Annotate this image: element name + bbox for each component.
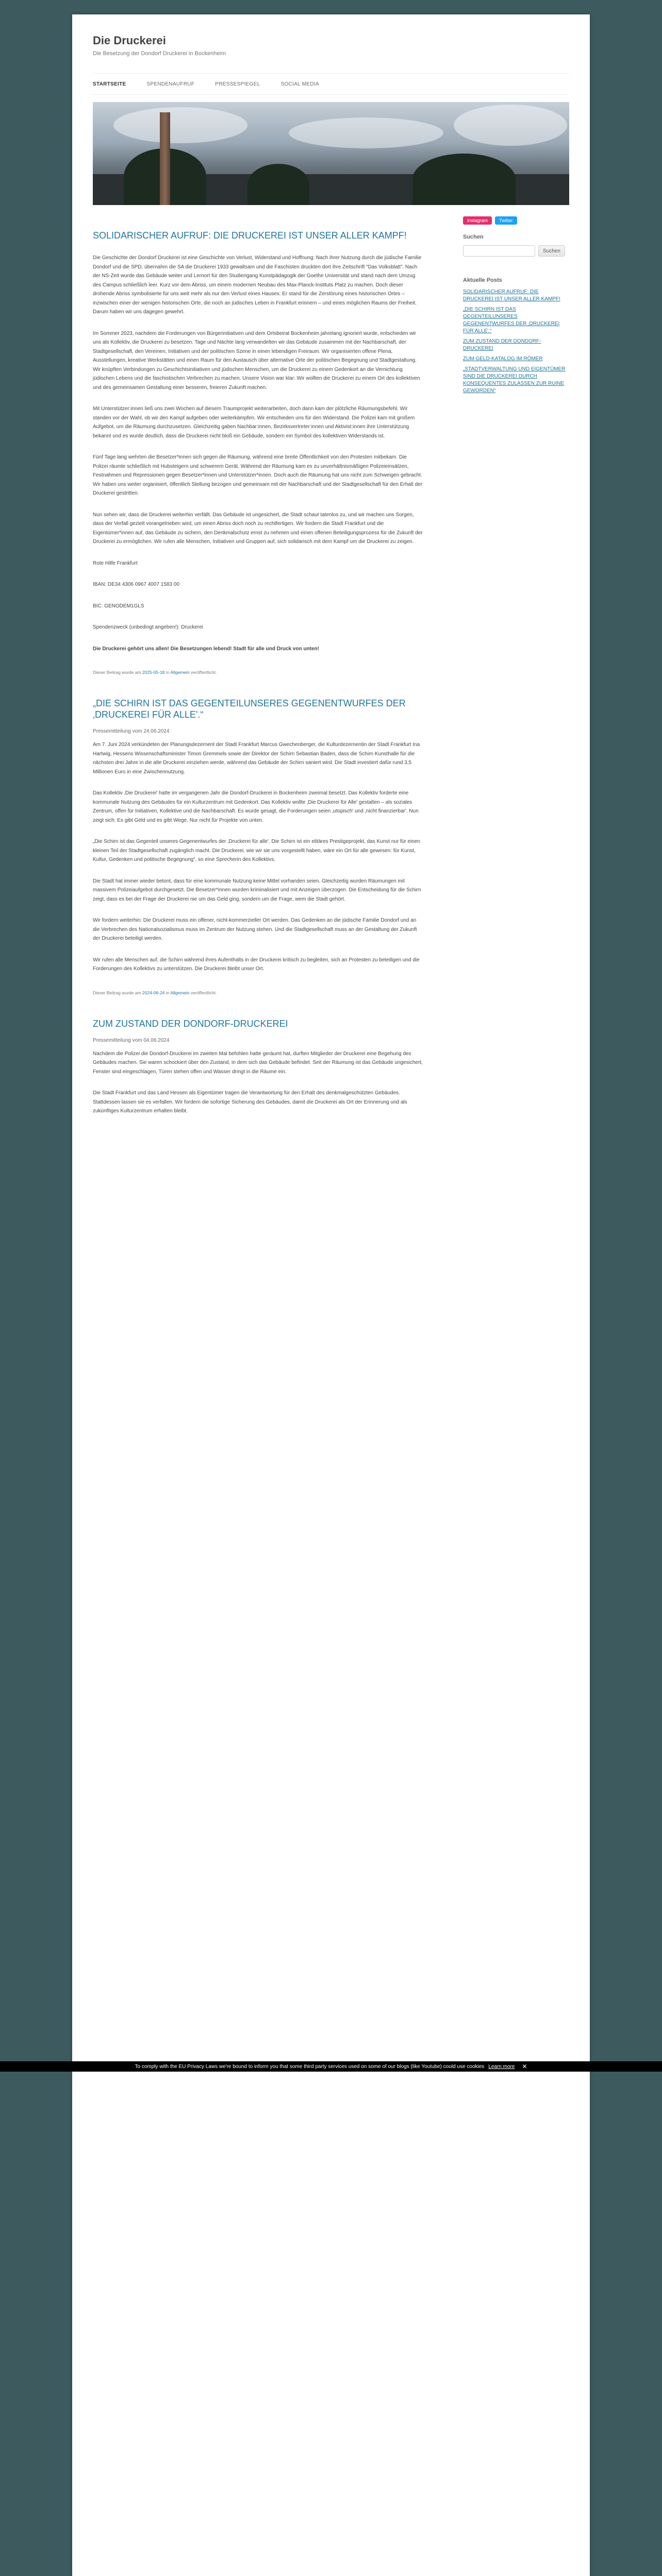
close-icon[interactable]: ✕ bbox=[522, 2063, 527, 2070]
cookie-learn-more-link[interactable]: Learn more bbox=[488, 2063, 515, 2070]
post-paragraph: Die Geschichte der Dondorf Druckerei ist eine Geschichte von Verlust, Widerstand und Hoffnung: Nach ihrer Nutzung durch die jüdische Familie Dondorf und die SPD, übernahm die SA die Druckerei 1933 gewaltsam und die Faschisten druckten dort ihre Zeitschrift “Das Volksblatt”. Nach der NS-Zeit wurde das Gebäude weiter und Lernort für den Studiengang Kunstpädagogik der Goethe Universität und stand nach dem Umzug des Campus schließlich leer. Kurz vor dem Abriss, um einem modernen Neubau des Max-Planck-Instituts Platz zu machen. Doch dieser drohende Abriss symbolisierte für uns weit mehr als nur den Verlust eines Hauses: Er stand für die Zerstörung eines historischen Ortes – inzwischen einer der wenigen historischen Orte, die noch an jüdisches Leben in Frankfurt erinnern – und eines möglichen Raums der Freiheit. Darum haben wir uns dagegen gewehrt. bbox=[93, 255, 422, 315]
site-container bbox=[72, 14, 590, 2576]
post-paragraph: Wir rufen alle Menschen auf, die Schirn während ihres Aufenthalts in der Druckerei kritisch zu begleiten, sich an Protesten zu beteiligen und die Forderungen des Kollektivs zu unterstützen. Die Druckerei bleibt unser Ort. bbox=[93, 957, 420, 972]
cookie-banner bbox=[0, 2061, 662, 2072]
instagram-button[interactable]: Instagram bbox=[463, 216, 492, 225]
recent-post-link[interactable]: „DIE SCHIRN IST DAS GEGENTEILUNSERES GEGENENTWURFES DER ‚DRUCKEREI FÜR ALLE'.“ bbox=[463, 307, 560, 334]
post-slogan: Die Druckerei gehört uns allen! Die Besetzungen lebend! Stadt für alle und Druck von unten! bbox=[93, 646, 319, 652]
post-title[interactable]: SOLIDARISCHER AUFRUF: DIE DRUCKEREI IST UNSER ALLER KAMPF! bbox=[93, 230, 407, 241]
post-meta: Dieser Beitrag wurde am 2025-05-18 in Allgemein veröffentlicht. bbox=[93, 670, 217, 675]
post-paragraph: „Die Schirn ist das Gegenteil unseres Gegenentwurfes der ‚Druckerei für alle'. Die Schirn ist ein elitäres Prestigeprojekt, das Kunst nur für einen kleinen Teil der Stadtgesellschaft zugänglich macht. Die Druckerei, wie wir sie uns vorgestellt haben, wäre ein Ort für alle gewesen: für Kunst, Kultur, Gedenken und politische Begegnung“, so eine Sprecherin des Kollektivs. bbox=[93, 839, 420, 862]
post-paragraph: Die Stadt hat immer wieder betont, dass für eine kommunale Nutzung keine Mittel vorhanden seien. Gleichzeitig wurden Räumungen mit massivem Polizeiaufgebot durchgesetzt. Die Besetzer*innen wurden kriminalisiert und mit Anzeigen überzogen. Die Entscheidung für die Schirn zeigt, dass es bei der Frage der Druckerei nie um das Geld ging, sondern um die Frage, wem die Stadt gehört. bbox=[93, 878, 421, 902]
chimney-illustration bbox=[160, 112, 170, 205]
nav-item-pressespiegel[interactable]: PRESSESPIEGEL bbox=[215, 81, 260, 87]
post-paragraph: Am 7. Juni 2024 verkündeten der Planungsdezernent der Stadt Frankfurt Marcus Gwechenberger, die Kulturdezernentin der Stadt Frankfurt Ina Hartwig, Hessens Wissenschaftsminister Timon Gremmels sowie der Direktor der Schirn Sebastian Baden, dass die Schirn Kunsthalle für die nächsten drei Jahre in die alte Druckerei einziehen werde, während das Gebäude der Schirn saniert wird. Die Stadt investiert dafür rund 3,5 Millionen Euro in eine Zwischennutzung. bbox=[93, 742, 420, 775]
post-paragraph: Im Sommer 2023, nachdem die Forderungen von Bürgerinitiativen und dem Ortsbeirat Bockenheim jahrelang ignoriert wurde, entschieden wir uns als Kollektiv, die Druckerei zu besetzen. Tage und Nächte lang verwandelten wir das Gebäude zusammen mit der Nachbarschaft, der Stadtgesellschaft, den Vereinen, Initiativen und der politischen Szene in einen lebendigen Freiraum. Wir organisierten offene Plena, Ausstellungen, kreative Werkstätten und einen Raum für den Austausch über alternative Orte der politischen Begegnung und Stadtgestaltung. Wir knüpften Verbindungen zu Geschichtsinitiativen und jüdischen Menschen, um die Druckerei zu einem Gedenkort an die Vernichtung jüdischen Lebens und die faschistischen Verbrechen zu machen. Unsere Vision war klar: Wir wollten die Druckerei zu einem Ort des kollektiven und des gemeinsamen Gestaltung einer besseren, freieren Zukunft machen. bbox=[93, 330, 420, 391]
post-category-link[interactable]: Allgemein bbox=[170, 670, 190, 675]
post-title[interactable]: „DIE SCHIRN IST DAS GEGENTEILUNSERES GEGENENTWURFES DER ‚DRUCKEREI FÜR ALLE'.“ bbox=[93, 698, 406, 720]
post-paragraph: Fünf Tage lang wehrten die Besetzer*innen sich gegen die Räumung, während eine breite Öffentlichkeit von den Protesten mitbekam. Die Polizei räumte schließlich mit Hubsteigern und schwerem Gerät. Während der Räumung kam es zu unverhältnismäßigen Polizeieinsätzen, Festnahmen und Repressionen gegen Besetzer*innen und Unterstützer*innen. Doch auch die Räumung hat uns nicht zum Schweigen gebracht. Wir haben uns weiter organisiert, öffentlich Stellung bezogen und gemeinsam mit der Nachbarschaft und der Stadtgesellschaft für den Erhalt der Druckerei gestritten. bbox=[93, 454, 423, 496]
cookie-text: To comply with the EU Privacy Laws we're bound to inform you that some third party services used on some of our blogs (like Youtube) could use cookies bbox=[135, 2063, 485, 2070]
site-header bbox=[72, 14, 590, 57]
main-content bbox=[93, 230, 423, 1128]
nav-item-startseite[interactable]: STARTSEITE bbox=[93, 81, 126, 87]
post bbox=[93, 1018, 423, 1116]
nav-item-social-media[interactable]: SOCIAL MEDIA bbox=[280, 81, 319, 87]
recent-post-link[interactable]: ZUM ZUSTAND DER DONDORF-DRUCKEREI bbox=[463, 338, 541, 351]
search-widget-title: Suchen bbox=[463, 234, 484, 240]
post bbox=[93, 230, 423, 675]
post-press-date: Pressemitteilung vom 24.06.2024 bbox=[93, 728, 170, 734]
post-title[interactable]: ZUM ZUSTAND DER DONDORF-DRUCKEREI bbox=[93, 1018, 288, 1029]
post-paragraph: Nun sehen wir, dass die Druckerei weiterhin verfällt. Das Gebäude ist ungesichert, die Stadt schaut tatenlos zu, und wir machen uns Sorgen, dass der Verfall gezielt vorangetrieben wird, um einen Abriss doch noch zu rechtfertigen. Wir fordern die Stadt Frankfurt und die Eigentümer*innen auf, das Gebäude zu sichern, den Denkmalschutz ernst zu nehmen und einen offenen Beteiligungsprozess für die Zukunft der Druckerei zu ermöglichen. Wir rufen alle Menschen, Initiativen und Gruppen auf, sich solidarisch mit dem Kampf um die Druckerei zu zeigen. bbox=[93, 512, 423, 545]
post-paragraph: Das Kollektiv ‚Die Druckerei' hatte im vergangenen Jahr die Dondorf-Druckerei in Bockenheim zweimal besetzt. Das Kollektiv forderte eine kommunale Nutzung des Gebäudes für ein Kulturzentrum mit Gedenkort. Das Kollektiv wollte ‚Die Druckerei für Alle' gestalten – als soziales Zentrum, offen für Initiativen, Kollektive und die Nachbarschaft. Es wurde gesagt, die Forderungen seien ‚utopisch' und ‚nicht finanzierbar'. Nun zeigt sich: Es gibt Geld und es gibt Wege. Nur nicht für Projekte von unten. bbox=[93, 790, 419, 823]
post-meta: Dieser Beitrag wurde am 2024-06-24 in Allgemein veröffentlicht. bbox=[93, 990, 217, 995]
post-category-link[interactable]: Allgemein bbox=[170, 990, 190, 995]
post-paragraph: Wir fordern weiterhin: Die Druckerei muss ein offener, nicht-kommerzieller Ort werden. Das Gedenken an die jüdische Familie Dondorf und an die Verbrechen des Nationalsozialismus muss im Zentrum der Nutzung stehen. Und die Stadtgesellschaft muss an der Gestaltung der Zukunft der Druckerei beteiligt werden. bbox=[93, 918, 417, 941]
site-description: Die Besetzung der Dondorf Druckerei in Bockenheim bbox=[93, 50, 226, 57]
post-date-link[interactable]: 2024-06-24 bbox=[142, 990, 165, 995]
recent-posts-title: Aktuelle Posts bbox=[463, 277, 502, 283]
donation-bic: BIC: GENODEM1GLS bbox=[93, 603, 144, 609]
recent-post-link[interactable]: ZUM GELD-KATALOG IM RÖMER bbox=[463, 356, 543, 362]
donation-recipient: Rote Hilfe Frankfurt bbox=[93, 560, 138, 566]
recent-post-link[interactable]: SOLIDARISCHER AUFRUF: DIE DRUCKEREI IST UNSER ALLER KAMPF! bbox=[463, 289, 560, 302]
post-paragraph: Nachdem die Polizei die Dondorf-Druckerei im zweiten Mal befohlen hatte geräumt hat, durften Mitglieder der Druckerei eine Begehung des Gebäudes machen. Sie waren schockiert über den Zustand, in dem sich das Gebäude befindet. Seit der Räumung ist das Gebäude ungesichert, Fenster sind eingeschlagen, Türen stehen offen und Wasser dringt in die Räume ein. bbox=[93, 1050, 423, 1075]
share-buttons bbox=[463, 216, 569, 225]
post-paragraph: Mit Unterstützer:innen ließ uns zwei Wochen auf diesem Traumprojekt weiterarbeiten, doch dann kam der plötzliche Räumungsbefehl. Wir standen vor der Wahl, ob wir den Kampf aufgeben oder weiterkämpfen. Wir entschieden uns für den Widerstand. Die Polizei kam mit großem Aufgebot, um die Räumung durchzusetzen. Gleichzeitig gaben Nachbar:innen, Bezirksvertreter:innen und Aktivist:innen ihre Unterstützung bekannt und es wurde deutlich, dass die Druckerei nicht bloß ein Gebäude, sondern ein Symbol des kollektiven Widerstands ist. bbox=[93, 406, 415, 439]
sidebar bbox=[463, 216, 569, 398]
recent-post-link[interactable]: „STADTVERWALTUNG UND EIGENTÜMER SIND DIE DRUCKEREI DURCH KONSEQUENTES ZULASSEN ZUR RUINE GEWORDEN“ bbox=[463, 366, 566, 394]
search-form bbox=[463, 245, 569, 257]
site-title[interactable]: Die Druckerei bbox=[93, 34, 166, 47]
twitter-button[interactable]: Twitter bbox=[495, 216, 517, 225]
search-button[interactable]: Suchen bbox=[538, 245, 565, 257]
search-input[interactable] bbox=[463, 245, 535, 257]
post bbox=[93, 698, 423, 995]
post-press-date: Pressemitteilung vom 04.06.2024 bbox=[93, 1037, 170, 1043]
donation-purpose: Spendenzweck (unbedingt angeben!): Druckerei bbox=[93, 624, 204, 630]
nav-item-spendenaufruf[interactable]: SPENDENAUFRUF bbox=[146, 81, 195, 87]
donation-iban: IBAN: DE34 4306 0967 4007 1583 00 bbox=[93, 582, 179, 587]
post-paragraph: Die Stadt Frankfurt und das Land Hessen als Eigentümer tragen die Verantwortung für den Erhalt des denkmalgeschützten Gebäudes. Stattdessen lassen sie es verfallen. Wir fordern die sofortige Sicherung des Gebäudes, damit die Druckerei als Ort der Erinnerung und als zukünftiges Kulturzentrum erhalten bleibt. bbox=[93, 1090, 407, 1114]
post-date-link[interactable]: 2025-05-18 bbox=[142, 670, 165, 675]
header-image bbox=[93, 102, 569, 205]
main-navigation bbox=[93, 73, 569, 95]
